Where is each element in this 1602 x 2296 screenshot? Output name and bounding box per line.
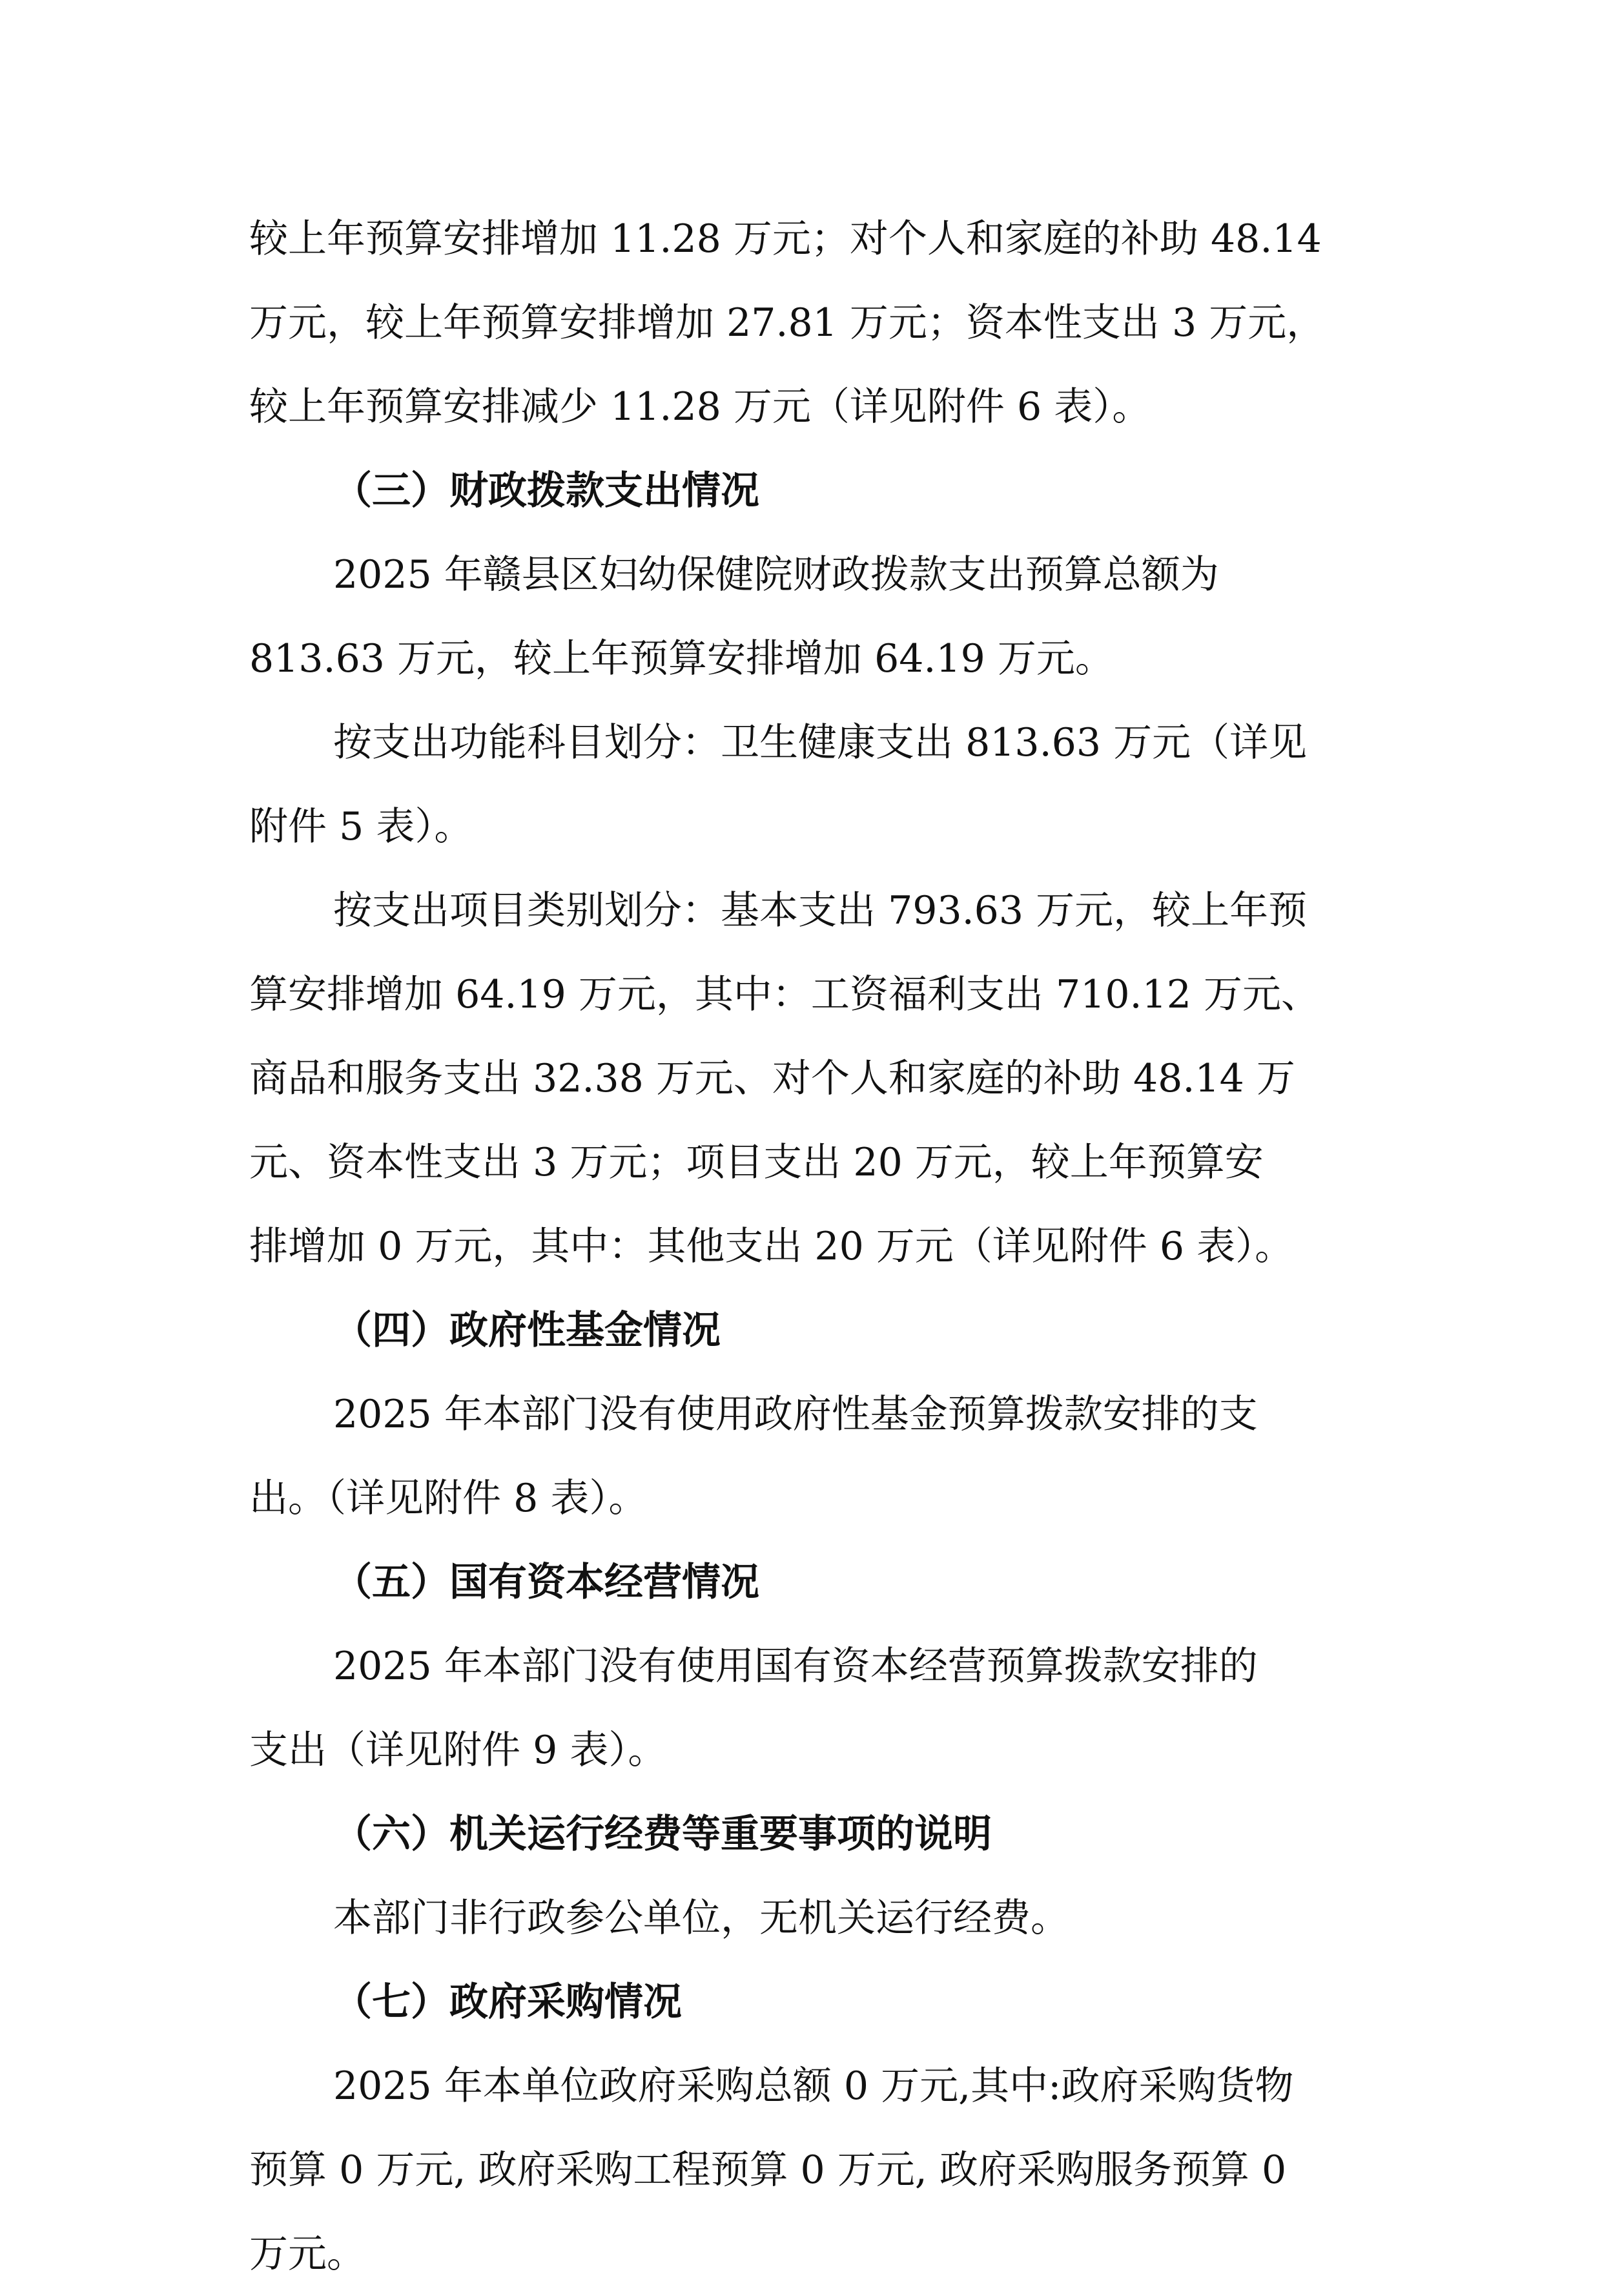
section-heading: （五）国有资本经营情况: [333, 1560, 759, 1605]
paragraph-line: 万元。: [249, 2231, 365, 2277]
paragraph-line: 万元，较上年预算安排增加 27.81 万元；资本性支出 3 万元，: [249, 300, 1326, 346]
paragraph-line: 本部门非行政参公单位，无机关运行经费。: [333, 1896, 1069, 1941]
paragraph-line: 出。（详见附件 8 表）。: [249, 1476, 648, 1521]
section-heading: （四）政府性基金情况: [333, 1308, 721, 1353]
paragraph-line: 按支出项目类别划分：基本支出 793.63 万元，较上年预: [333, 888, 1308, 933]
paragraph-line: 2025 年本单位政府采购总额 0 万元,其中:政府采购货物: [333, 2063, 1294, 2109]
paragraph-line: 较上年预算安排增加 11.28 万元；对个人和家庭的补助 48.14: [249, 216, 1322, 262]
paragraph-line: 元、资本性支出 3 万元；项目支出 20 万元，较上年预算安: [249, 1140, 1264, 1185]
section-heading: （七）政府采购情况: [333, 1980, 682, 2025]
paragraph-line: 排增加 0 万元，其中：其他支出 20 万元（详见附件 6 表）。: [249, 1224, 1294, 1269]
paragraph-line: 附件 5 表）。: [249, 804, 473, 849]
paragraph-line: 2025 年赣县区妇幼保健院财政拨款支出预算总额为: [333, 552, 1219, 597]
paragraph-line: 预算 0 万元, 政府采购工程预算 0 万元, 政府采购服务预算 0: [249, 2147, 1287, 2193]
paragraph-line: 按支出功能科目划分：卫生健康支出 813.63 万元（详见: [333, 720, 1308, 765]
paragraph-line: 2025 年本部门没有使用政府性基金预算拨款安排的支: [333, 1392, 1258, 1437]
section-heading: （六）机关运行经费等重要事项的说明: [333, 1812, 992, 1857]
section-heading: （三）财政拨款支出情况: [333, 468, 759, 513]
paragraph-line: 算安排增加 64.19 万元，其中：工资福利支出 710.12 万元、: [249, 972, 1320, 1017]
paragraph-line: 较上年预算安排减少 11.28 万元（详见附件 6 表）。: [249, 384, 1151, 429]
paragraph-line: 2025 年本部门没有使用国有资本经营预算拨款安排的: [333, 1644, 1258, 1689]
paragraph-line: 商品和服务支出 32.38 万元、对个人和家庭的补助 48.14 万: [249, 1056, 1295, 1101]
paragraph-line: 支出（详见附件 9 表）。: [249, 1728, 667, 1773]
paragraph-line: 813.63 万元，较上年预算安排增加 64.19 万元。: [249, 636, 1114, 681]
